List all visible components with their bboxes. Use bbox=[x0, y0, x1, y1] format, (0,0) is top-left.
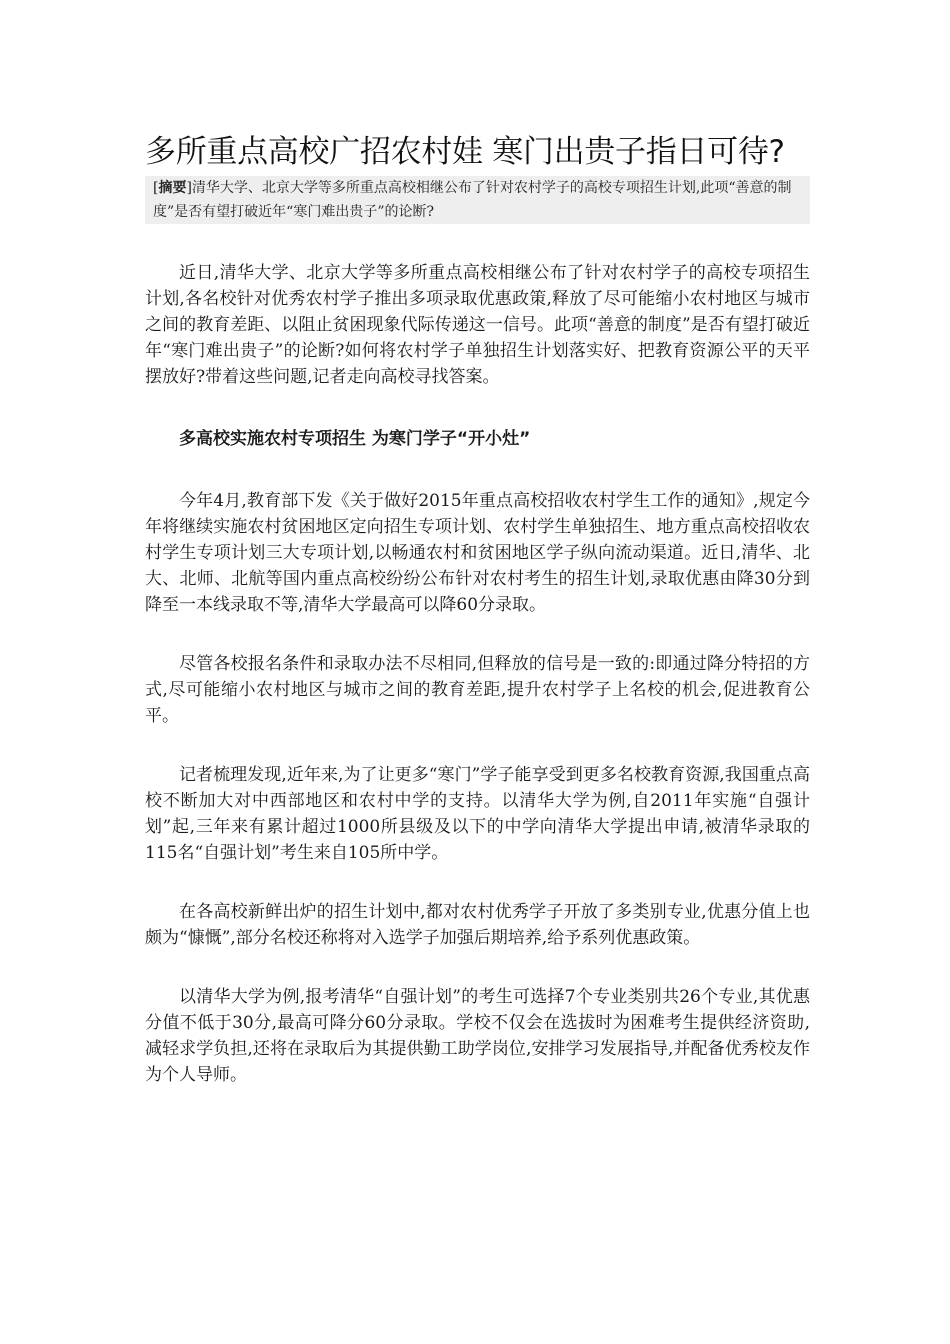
abstract-bracket: [ bbox=[153, 180, 159, 196]
paragraph-3: 尽管各校报名条件和录取办法不尽相同,但释放的信号是一致的:即通过降分特招的方式,尽可能缩小农村地区与城市之间的教育差距,提升农村学子上名校的机会,促进教育公平。 bbox=[145, 654, 810, 726]
paragraph-6: 以清华大学为例,报考清华“自强计划”的考生可选择7个专业类别共26个专业,其优惠分值不低于30分,最高可降分60分录取。学校不仅会在选拔时为困难考生提供经济资助,减轻求学负担,还将在录取后为其提供勤工助学岗位,安排学习发展指导,并配备优秀校友作为个人导师。 bbox=[145, 987, 810, 1085]
paragraph-5: 在各高校新鲜出炉的招生计划中,都对农村优秀学子开放了多类别专业,优惠分值上也颇为“慷慨”,部分名校还称将对入选学子加强后期培养,给予系列优惠政策。 bbox=[145, 902, 810, 948]
abstract-box bbox=[145, 176, 810, 224]
article-title: 多所重点高校广招农村娃 寒门出贵子指日可待? bbox=[145, 134, 785, 170]
abstract-text: ]清华大学、北京大学等多所重点高校相继公布了针对农村学子的高校专项招生计划,此项“善意的制度”是否有望打破近年“寒门难出贵子”的论断? bbox=[153, 180, 792, 220]
article-body bbox=[145, 260, 810, 1088]
paragraph-2: 今年4月,教育部下发《关于做好2015年重点高校招收农村学生工作的通知》,规定今年将继续实施农村贫困地区定向招生专项计划、农村学生单独招生、地方重点高校招收农村学生专项计划三大专项计划,以畅通农村和贫困地区学子纵向流动渠道。近日,清华、北大、北师、北航等国内重点高校纷纷公布针对农村考生的招生计划,录取优惠由降30分到降至一本线录取不等,清华大学最高可以降60分录取。 bbox=[145, 491, 810, 615]
document-page bbox=[145, 130, 810, 1088]
paragraph-1: 近日,清华大学、北京大学等多所重点高校相继公布了针对农村学子的高校专项招生计划,各名校针对优秀农村学子推出多项录取优惠政策,释放了尽可能缩小农村地区与城市之间的教育差距、以阻止贫困现象代际传递这一信号。此项“善意的制度”是否有望打破近年“寒门难出贵子”的论断?如何将农村学子单独招生计划落实好、把教育资源公平的天平摆放好?带着这些问题,记者走向高校寻找答案。 bbox=[145, 263, 810, 387]
paragraph-4: 记者梳理发现,近年来,为了让更多“寒门”学子能享受到更多名校教育资源,我国重点高校不断加大对中西部地区和农村中学的支持。以清华大学为例,自2011年实施“自强计划”起,三年来有累计超过1000所县级及以下的中学向清华大学提出申请,被清华录取的115名“自强计划”考生来自105所中学。 bbox=[145, 765, 810, 863]
abstract-label: 摘要 bbox=[158, 180, 187, 196]
section-subheading: 多高校实施农村专项招生 为寒门学子“开小灶” bbox=[179, 429, 531, 449]
